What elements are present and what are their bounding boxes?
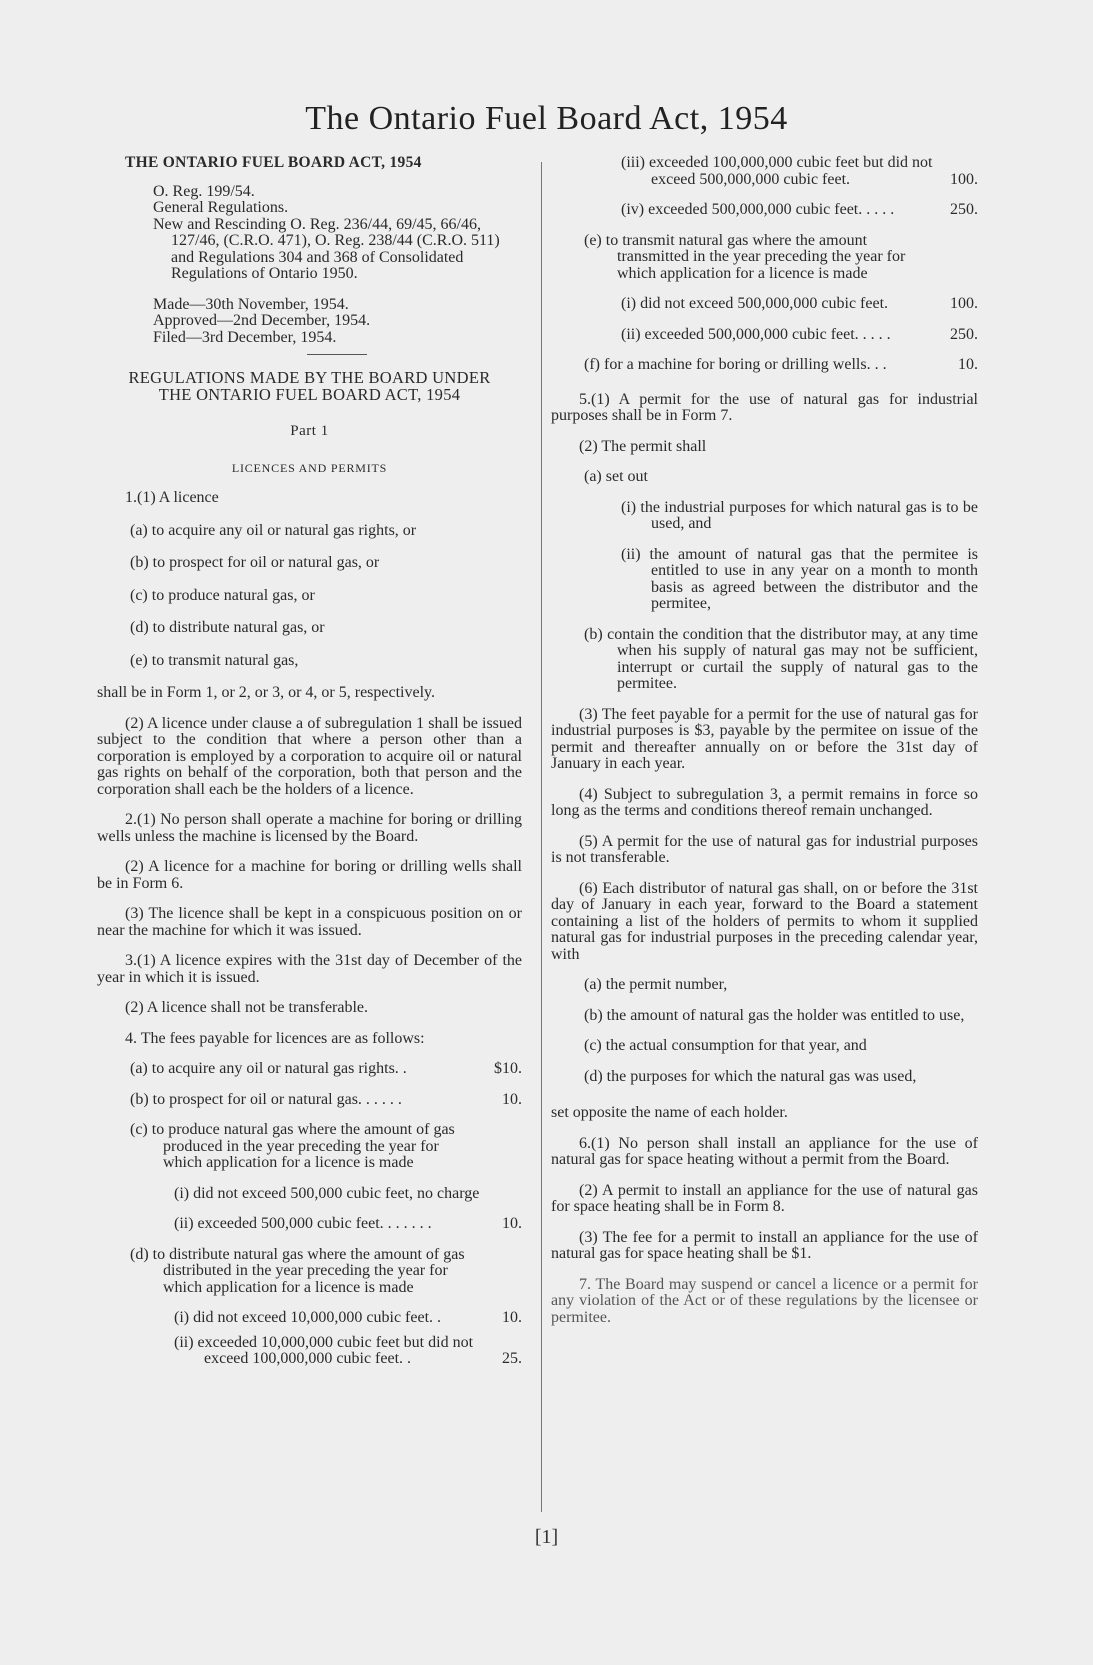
fee-row bbox=[97, 1216, 522, 1233]
clause: (b) contain the condition that the distributor may, at any time when his supply of natural gas may not be sufficient, interrupt or curtail the supply of natural gas to the permitee. bbox=[584, 625, 978, 692]
page-number: [1] bbox=[534, 1526, 559, 1548]
fee-subclause: (i) did not exceed 10,000,000 cubic feet. . bbox=[174, 1309, 442, 1326]
section-text: 1.(1) A licence bbox=[125, 489, 219, 506]
part-heading: Part 1 bbox=[290, 423, 329, 439]
section-text: 2.(1) No person shall operate a machine for boring or drilling wells unless the machine is licensed by the Board. bbox=[97, 811, 522, 845]
fee-subclause: (ii) exceeded 10,000,000 cubic feet but did not exceed 100,000,000 cubic feet. . bbox=[174, 1333, 474, 1367]
date-approved: Approved—2nd December, 1954. bbox=[153, 312, 371, 329]
section-text: (3) The feet payable for a permit for the use of natural gas for industrial purposes is $3, payable by the permitee on issue of the permit and thereafter annually on or before the 31st day of January in each year. bbox=[551, 705, 978, 772]
fee-amount: 250. bbox=[950, 325, 978, 343]
fee-amount: 25. bbox=[502, 1350, 522, 1367]
fee-row bbox=[551, 202, 978, 219]
fee-clause: (e) to transmit natural gas where the amount transmitted in the year preceding the year for which application for a licence is made bbox=[584, 231, 906, 282]
subclause: (i) the industrial purposes for which natural gas is to be used, and bbox=[621, 498, 978, 532]
fee-subclause: (i) did not exceed 500,000,000 cubic feet. bbox=[621, 295, 889, 312]
fee-subclause: (ii) exceeded 500,000 cubic feet. . . . . . . bbox=[174, 1215, 432, 1232]
right-column bbox=[551, 155, 978, 1326]
section-text: (2) A licence under clause a of subregulation 1 shall be issued subject to the condition that where a person other than a corporation is employed by a corporation to acquire oil or natural gas rights on behalf of the corporation, both that person and the corporation shall each be the holders of a licence. bbox=[97, 714, 522, 798]
column-divider bbox=[541, 162, 542, 1512]
fee-row bbox=[97, 1092, 522, 1109]
clause: (a) set out bbox=[584, 468, 648, 485]
section-text: (2) A permit to install an appliance for the use of natural gas for space heating shall be in Form 8. bbox=[551, 1181, 978, 1215]
fee-row bbox=[551, 327, 978, 344]
subclause: (ii) the amount of natural gas that the permitee is entitled to use in any year on a month to month basis as agreed between the distributor and the permitee, bbox=[621, 545, 978, 612]
section-text: 4. The fees payable for licences are as follows: bbox=[125, 1029, 425, 1047]
clause: (d) to distribute natural gas, or bbox=[130, 619, 325, 636]
section-text: (3) The fee for a permit to install an appliance for the use of natural gas for space heating shall be $1. bbox=[551, 1228, 978, 1262]
fee-clause: (f) for a machine for boring or drilling wells. . . bbox=[584, 356, 887, 373]
section-text: (2) The permit shall bbox=[579, 437, 707, 455]
page-title: The Ontario Fuel Board Act, 1954 bbox=[305, 100, 788, 137]
fee-row bbox=[551, 296, 978, 313]
clause: (c) the actual consumption for that year, and bbox=[584, 1037, 867, 1054]
clause: (b) to prospect for oil or natural gas, or bbox=[130, 554, 380, 571]
section-rule bbox=[307, 354, 367, 355]
section-text: (3) The licence shall be kept in a conspicuous position on or near the machine for which it was issued. bbox=[97, 905, 522, 939]
section-text: (2) A licence for a machine for boring or drilling wells shall be in Form 6. bbox=[97, 858, 522, 892]
section-text: (2) A licence shall not be transferable. bbox=[125, 999, 369, 1016]
section-text: 5.(1) A permit for the use of natural gas for industrial purposes shall be in Form 7. bbox=[551, 390, 978, 424]
fee-row bbox=[97, 1335, 522, 1368]
regulations-heading: THE ONTARIO FUEL BOARD ACT, 1954 bbox=[158, 385, 461, 404]
date-filed: Filed—3rd December, 1954. bbox=[153, 328, 337, 346]
fee-subclause: (iii) exceeded 100,000,000 cubic feet but did not exceed 500,000,000 cubic feet. bbox=[621, 154, 933, 188]
clause: (d) the purposes for which the natural gas was used, bbox=[584, 1067, 917, 1085]
fee-amount: 10. bbox=[502, 1090, 522, 1108]
section-text: 3.(1) A licence expires with the 31st day of December of the year in which it is issued. bbox=[97, 952, 522, 986]
section-text: 7. The Board may suspend or cancel a licence or a permit for any violation of the Act or of these regulations by the licensee or permitee. bbox=[551, 1275, 978, 1326]
clause: (a) the permit number, bbox=[584, 976, 728, 993]
regulation-meta bbox=[153, 184, 522, 347]
fee-row bbox=[551, 357, 978, 374]
fee-clause: (b) to prospect for oil or natural gas. . . . . . bbox=[130, 1090, 402, 1108]
subheading: LICENCES AND PERMITS bbox=[231, 460, 388, 475]
meta-line: General Regulations. bbox=[153, 199, 289, 216]
left-column bbox=[97, 155, 522, 1368]
meta-line: O. Reg. 199/54. bbox=[153, 182, 255, 200]
fee-row bbox=[97, 1310, 522, 1327]
fee-amount: 100. bbox=[950, 295, 978, 312]
fee-subclause: (i) did not exceed 500,000 cubic feet, no charge bbox=[174, 1184, 480, 1202]
meta-line: New and Rescinding O. Reg. 236/44, 69/45, 66/46, 127/46, (C.R.O. 471), O. Reg. 238/44 (C.R.O. 511) and Regulations 304 and 368 of Consolidated Regulations of Ontario 1950. bbox=[153, 215, 500, 282]
fee-row bbox=[551, 155, 978, 188]
fee-amount: $10. bbox=[494, 1060, 522, 1077]
clause: (c) to produce natural gas, or bbox=[130, 586, 315, 604]
fee-clause: (c) to produce natural gas where the amount of gas produced in the year preceding the year for which application for a licence is made bbox=[130, 1121, 455, 1171]
clause: (b) the amount of natural gas the holder was entitled to use, bbox=[584, 1006, 965, 1024]
section-text: (5) A permit for the use of natural gas for industrial purposes is not transferable. bbox=[551, 832, 978, 866]
fee-amount: 10. bbox=[958, 356, 978, 373]
section-text: 6.(1) No person shall install an appliance for the use of natural gas for space heating without a permit from the Board. bbox=[551, 1134, 978, 1168]
fee-amount: 250. bbox=[950, 201, 978, 218]
regulations-heading: REGULATIONS MADE BY THE BOARD UNDER bbox=[128, 368, 491, 387]
section-text: (4) Subject to subregulation 3, a permit remains in force so long as the terms and conditions thereof remain unchanged. bbox=[551, 785, 978, 819]
fee-clause: (d) to distribute natural gas where the amount of gas distributed in the year preceding the year for which application for a licence is made bbox=[130, 1245, 465, 1296]
fee-amount: 100. bbox=[950, 170, 978, 188]
fee-amount: 10. bbox=[502, 1309, 522, 1326]
act-heading: THE ONTARIO FUEL BOARD ACT, 1954 bbox=[125, 154, 422, 171]
clause: (a) to acquire any oil or natural gas rights, or bbox=[130, 521, 417, 539]
section-text: set opposite the name of each holder. bbox=[551, 1104, 788, 1121]
clause: (e) to transmit natural gas, bbox=[130, 651, 299, 669]
fee-clause: (a) to acquire any oil or natural gas rights. . bbox=[130, 1060, 407, 1077]
fee-row bbox=[97, 1061, 522, 1078]
section-text: shall be in Form 1, or 2, or 3, or 4, or 5, respectively. bbox=[97, 684, 436, 701]
date-made: Made—30th November, 1954. bbox=[153, 295, 349, 313]
fee-subclause: (iv) exceeded 500,000,000 cubic feet. . . . . bbox=[621, 201, 895, 218]
fee-amount: 10. bbox=[502, 1215, 522, 1232]
fee-subclause: (ii) exceeded 500,000,000 cubic feet. . . . . bbox=[621, 325, 891, 343]
section-text: (6) Each distributor of natural gas shall, on or before the 31st day of January in each year, forward to the Board a statement containing a list of the holders of permits to whom it supplied natural gas for industrial purposes in the preceding calendar year, with bbox=[551, 879, 978, 963]
